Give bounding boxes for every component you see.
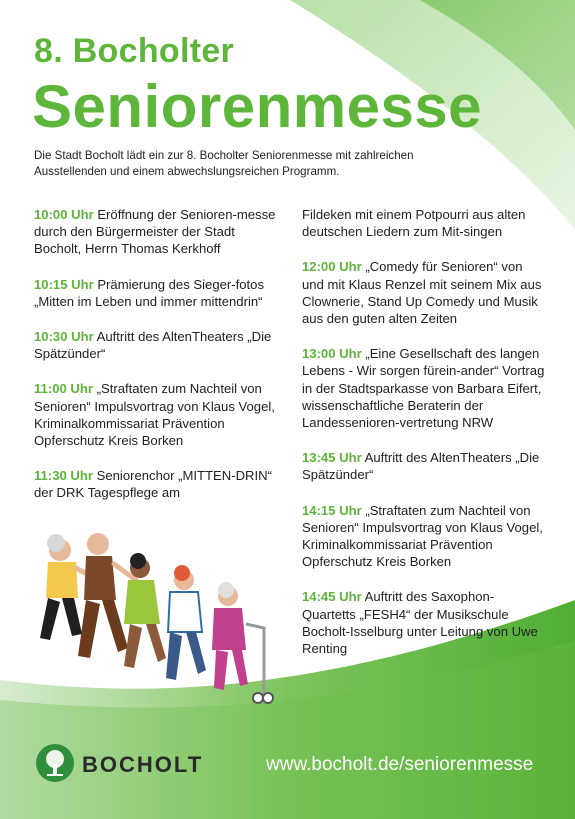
program-entry-continued: Fildeken mit einem Potpourri aus alten deutschen Liedern zum Mit-singen	[302, 207, 526, 240]
program-time: 13:45 Uhr	[302, 450, 362, 466]
program-time: 10:00 Uhr	[34, 207, 94, 222]
program-entry	[302, 588, 547, 657]
program-text: Auftritt des Saxophon-Quartetts „FESH4“ der Musikschule Bocholt-Isselburg unter Leitung von Uwe Renting	[302, 589, 538, 657]
title-line-1: 8. Bocholter	[34, 32, 235, 70]
program-text: „Straftaten zum Nachteil von Senioren“ Impulsvortrag von Klaus Vogel, Kriminalkommissariat Prävention Opferschutz Kreis Borken	[302, 502, 543, 570]
program-entry	[34, 328, 279, 362]
title-line-2: Seniorenmesse	[32, 73, 483, 140]
program-text: Eröffnung der Senioren-messe durch den Bürgermeister der Stadt Bocholt, Herrn Thomas Kerkhoff	[34, 207, 276, 257]
senior-figure-3	[124, 553, 166, 668]
program-column-right	[302, 206, 547, 675]
program-time: 11:00 Uhr	[34, 381, 93, 397]
program-entry	[302, 345, 547, 431]
program-entry	[302, 258, 547, 327]
program-time: 12:00 Uhr	[302, 259, 362, 275]
program-entry	[34, 380, 279, 449]
tree-icon	[36, 744, 74, 782]
program-text: Auftritt des AltenTheaters „Die Spätzünder“	[34, 329, 272, 362]
dancing-seniors-illustration	[20, 528, 280, 710]
program-text: Auftritt des AltenTheaters „Die Spätzünder“	[302, 450, 540, 483]
website-link[interactable]: www.bocholt.de/seniorenmesse	[266, 754, 534, 775]
program-entry	[34, 206, 279, 258]
program-entry	[34, 467, 279, 501]
program-entry	[302, 449, 547, 483]
program-time: 11:30 Uhr	[34, 468, 93, 484]
program-text: Prämierung des Sieger-fotos „Mitten im Leben und immer mittendrin“	[34, 276, 264, 309]
program-text: Seniorenchor „MITTEN-DRIN“ der DRK Tagespflege am	[34, 468, 272, 501]
program-entry	[302, 502, 547, 571]
program-time: 13:00 Uhr	[302, 346, 362, 362]
senior-figure-4	[166, 565, 206, 680]
logo-text: BOCHOLT	[82, 752, 204, 777]
program-text: „Comedy für Senioren“ von und mit Klaus Renzel mit seinem Mix aus Clownerie, Stand Up Comedy und Musik aus den guten alten Zeiten	[302, 259, 542, 327]
program-column-left	[34, 206, 279, 520]
program-time: 14:45 Uhr	[302, 589, 362, 605]
senior-figure-5	[212, 582, 273, 703]
bocholt-logo	[36, 744, 216, 784]
program-text: „Straftaten zum Nachteil von Senioren“ Impulsvortrag von Klaus Vogel, Kriminalkommissariat Prävention Opferschutz Kreis Borken	[34, 381, 275, 449]
intro-text: Die Stadt Bocholt lädt ein zur 8. Bocholter Seniorenmesse mit zahlreichen Ausstellenden und einem abwechslungsreichen Programm.	[34, 149, 414, 178]
program-time: 14:15 Uhr	[302, 502, 362, 518]
program-time: 10:30 Uhr	[34, 329, 94, 345]
program-time: 10:15 Uhr	[34, 276, 94, 292]
program-text: „Eine Gesellschaft des langen Lebens - Wir sorgen fürein-ander“ Vortrag in der Stadtsparkasse von Barbara Eifert, wissenschaftliche Beraterin der Landessenioren-vertretung NRW	[302, 346, 545, 431]
program-entry	[34, 276, 279, 310]
